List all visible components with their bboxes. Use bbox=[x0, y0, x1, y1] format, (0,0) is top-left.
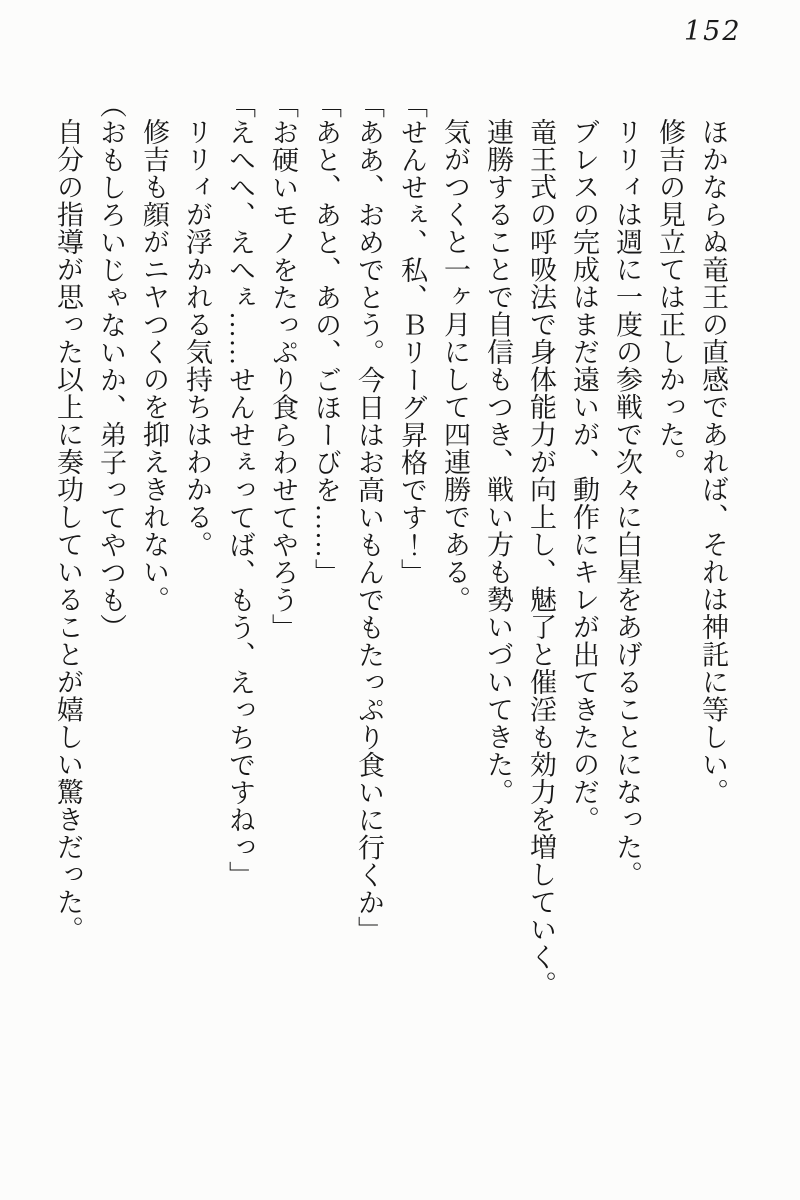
paragraph: ほかならぬ竜王の直感であれば、それは神託に等しい。 bbox=[698, 118, 728, 806]
thought-line: （おもしろいじゃないか、弟子ってやつも） bbox=[96, 91, 126, 641]
paragraph: リリィは週に一度の参戦で次々に白星をあげることになった。 bbox=[612, 118, 642, 888]
dialogue-line: 「あと、あと、あの、ごほーびを……」 bbox=[311, 91, 341, 586]
dialogue-line: 「せんせぇ、私、Ｂリーグ昇格です！」 bbox=[397, 91, 427, 586]
page-number: 152 bbox=[684, 16, 742, 47]
paragraph: 修吉の見立ては正しかった。 bbox=[655, 118, 685, 476]
paragraph: リリィが浮かれる気持ちはわかる。 bbox=[182, 118, 212, 558]
paragraph: ブレスの完成はまだ遠いが、動作にキレが出てきたのだ。 bbox=[569, 118, 599, 833]
dialogue-line: 「ああ、おめでとう。今日はお高いもんでもたっぷり食いに行くか」 bbox=[354, 91, 384, 944]
vertical-text-block bbox=[42, 91, 734, 1111]
dialogue-line: 「えへへ、えへぇ……せんせぇってば、もう、えっちですねっ」 bbox=[225, 91, 255, 889]
paragraph: 連勝することで自信もつき、戦い方も勢いづいてきた。 bbox=[483, 118, 513, 806]
paragraph: 修吉も顔がニヤつくのを抑えきれない。 bbox=[139, 118, 169, 613]
paragraph: 竜王式の呼吸法で身体能力が向上し、魅了と催淫も効力を増していく。 bbox=[526, 118, 556, 998]
paragraph: 自分の指導が思った以上に奏功していることが嬉しい驚きだった。 bbox=[53, 118, 83, 943]
paragraph: 気がつくと一ヶ月にして四連勝である。 bbox=[440, 118, 470, 613]
dialogue-line: 「お硬いモノをたっぷり食らわせてやろう」 bbox=[268, 91, 298, 641]
